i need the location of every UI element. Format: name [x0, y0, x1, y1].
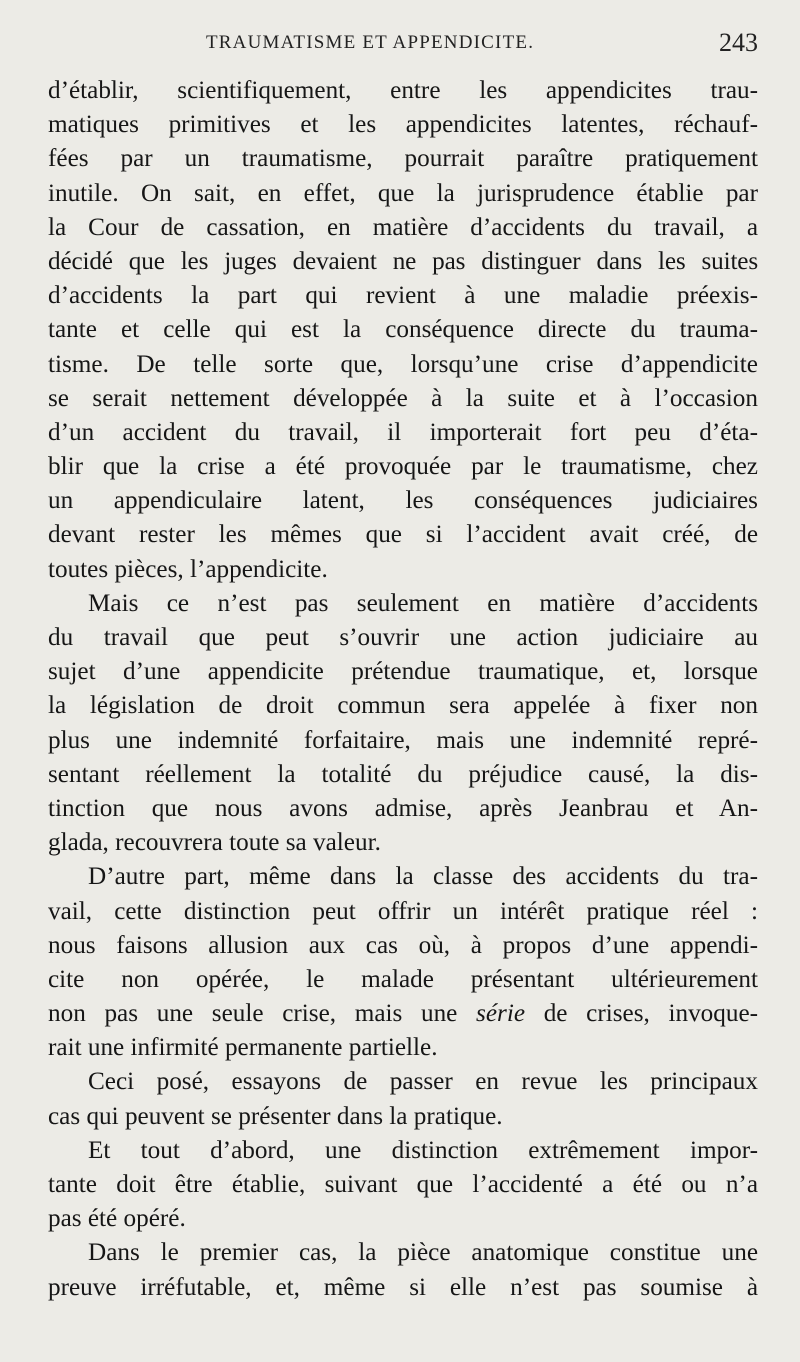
text-line: d’établir, scientifiquement, entre les appendicites trau-	[48, 77, 758, 104]
running-title: TRAUMATISME ET APPENDICITE.	[206, 32, 535, 53]
text-line: se serait nettement développée à la suite et à l’occasion	[48, 384, 758, 412]
paragraph-first-line: Dans le premier cas, la pièce anatomique constitue une	[88, 1239, 758, 1267]
text-line: décidé que les juges devaient ne pas distinguer dans les suites	[48, 247, 758, 275]
text-line: matiques primitives et les appendicites latentes, réchauf-	[48, 111, 758, 139]
text-line: du travail que peut s’ouvrir une action judiciaire au	[48, 624, 758, 651]
body-text	[48, 74, 758, 1305]
text-line: tisme. De telle sorte que, lorsqu’une crise d’appendicite	[48, 350, 758, 378]
paragraph-first-line: D’autre part, même dans la classe des accidents du tra-	[88, 863, 758, 891]
text-line: vail, cette distinction peut offrir un intérêt pratique réel :	[48, 897, 758, 925]
text-line: sentant réellement la totalité du préjudice causé, la dis-	[48, 760, 758, 788]
text-line: d’accidents la part qui revient à une maladie préexis-	[48, 282, 758, 310]
text-line: tante doit être établie, suivant que l’accidenté a été ou n’a	[48, 1171, 758, 1198]
page-number: 243	[719, 28, 758, 57]
text-line: la législation de droit commun sera appelée à fixer non	[48, 692, 758, 720]
line-segment: non pas une seule crise, mais une	[48, 1000, 458, 1028]
text-line: devant rester les mêmes que si l’accident avait créé, de	[48, 521, 758, 549]
paragraph-first-line: Ceci posé, essayons de passer en revue les principaux	[88, 1068, 758, 1096]
paragraph-end-line: rait une infirmité permanente partielle.	[48, 1034, 438, 1062]
text-line: un appendiculaire latent, les conséquences judiciaires	[48, 487, 758, 515]
paragraph-first-line: Et tout d’abord, une distinction extrêmement impor-	[88, 1136, 758, 1164]
text-line: tante et celle qui est la conséquence directe du trauma-	[48, 316, 758, 344]
text-line: la Cour de cassation, en matière d’accidents du travail, a	[48, 213, 758, 241]
paragraph-end-line: cas qui peuvent se présenter dans la pratique.	[48, 1102, 503, 1130]
paragraph-end-line: toutes pièces, l’appendicite.	[48, 555, 328, 583]
text-line: cite non opérée, le malade présentant ultérieurement	[48, 965, 758, 993]
italic-word: série	[476, 1000, 526, 1028]
line-segment: de crises, invoque-	[543, 1000, 759, 1028]
paragraph-end-line: glada, recouvrera toute sa valeur.	[48, 829, 381, 857]
text-line: nous faisons allusion aux cas où, à propos d’une appendi-	[48, 931, 758, 959]
text-line: inutile. On sait, en effet, que la jurisprudence établie par	[48, 179, 758, 207]
text-line: plus une indemnité forfaitaire, mais une indemnité repré-	[48, 726, 758, 754]
text-line: tinction que nous avons admise, après Jeanbrau et An-	[48, 794, 758, 822]
paragraph-first-line: Mais ce n’est pas seulement en matière d’accidents	[88, 589, 758, 617]
text-line	[48, 997, 758, 1031]
text-line: preuve irréfutable, et, même si elle n’est pas soumise à	[48, 1273, 758, 1301]
text-line: d’un accident du travail, il importerait fort peu d’éta-	[48, 418, 758, 446]
running-head	[48, 28, 758, 62]
text-line: fées par un traumatisme, pourrait paraître pratiquement	[48, 145, 758, 173]
text-line: sujet d’une appendicite prétendue traumatique, et, lorsque	[48, 658, 758, 686]
text-line: blir que la crise a été provoquée par le traumatisme, chez	[48, 453, 758, 481]
paragraph-end-line: pas été opéré.	[48, 1205, 186, 1233]
